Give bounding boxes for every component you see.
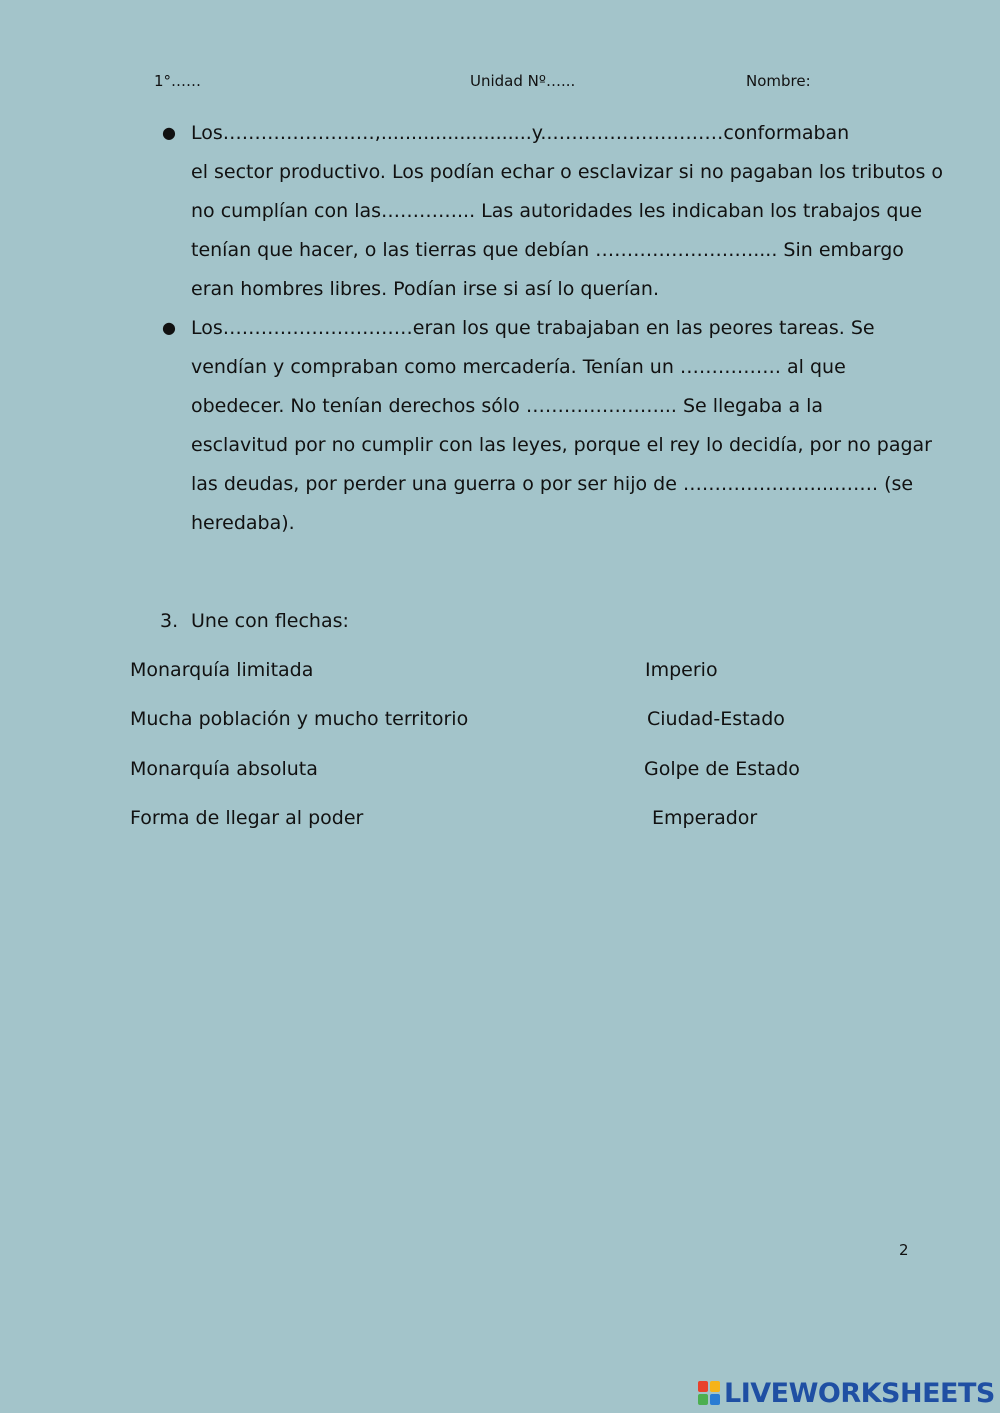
logo-text: LIVEWORKSHEETS	[724, 1377, 995, 1409]
exercise-number: 3.	[160, 610, 179, 632]
match-left-item[interactable]: Monarquía limitada	[130, 659, 314, 681]
bullet1-line5: eran hombres libres. Podían irse si así lo querían.	[191, 278, 659, 300]
match-right-item[interactable]: Ciudad-Estado	[647, 708, 785, 730]
bullet-marker: ●	[162, 123, 176, 142]
match-left-item[interactable]: Monarquía absoluta	[130, 758, 318, 780]
match-left-item[interactable]: Mucha población y mucho territorio	[130, 708, 469, 730]
liveworksheets-logo[interactable]	[698, 1378, 995, 1408]
match-left-item[interactable]: Forma de llegar al poder	[130, 807, 364, 829]
bullet2-line2: vendían y compraban como mercadería. Tenían un ……………. al que	[191, 356, 846, 378]
bullet2-line6: heredaba).	[191, 512, 295, 534]
match-right-item[interactable]: Emperador	[652, 807, 758, 829]
match-right-item[interactable]: Golpe de Estado	[644, 758, 800, 780]
logo-icon	[698, 1381, 720, 1405]
bullet1-line4: tenían que hacer, o las tierras que debían ……………………..... Sin embargo	[191, 239, 904, 261]
bullet2-line5: las deudas, por perder una guerra o por ser hijo de …………………...……. (se	[191, 473, 914, 495]
bullet1-line1: Los……………………,.........................y..………………………conformaban	[191, 122, 850, 144]
bullet2-line3: obedecer. No tenían derechos sólo …………………... Se llegaba a la	[191, 395, 824, 417]
bullet1-line2: el sector productivo. Los podían echar o esclavizar si no pagaban los tributos o	[191, 161, 944, 183]
page-number: 2	[899, 1241, 909, 1259]
header-grade: 1°……	[154, 72, 202, 90]
match-right-item[interactable]: Imperio	[645, 659, 718, 681]
bullet1-line3: no cumplían con las…………... Las autoridades les indicaban los trabajos que	[191, 200, 923, 222]
header-unit: Unidad Nº…...	[470, 72, 576, 90]
bullet2-line1: Los…………………………eran los que trabajaban en las peores tareas. Se	[191, 317, 875, 339]
bullet2-line4: esclavitud por no cumplir con las leyes, porque el rey lo decidía, por no pagar	[191, 434, 932, 456]
exercise-title: Une con flechas:	[191, 610, 349, 632]
header-name: Nombre:	[746, 72, 811, 90]
bullet-marker: ●	[162, 318, 176, 337]
